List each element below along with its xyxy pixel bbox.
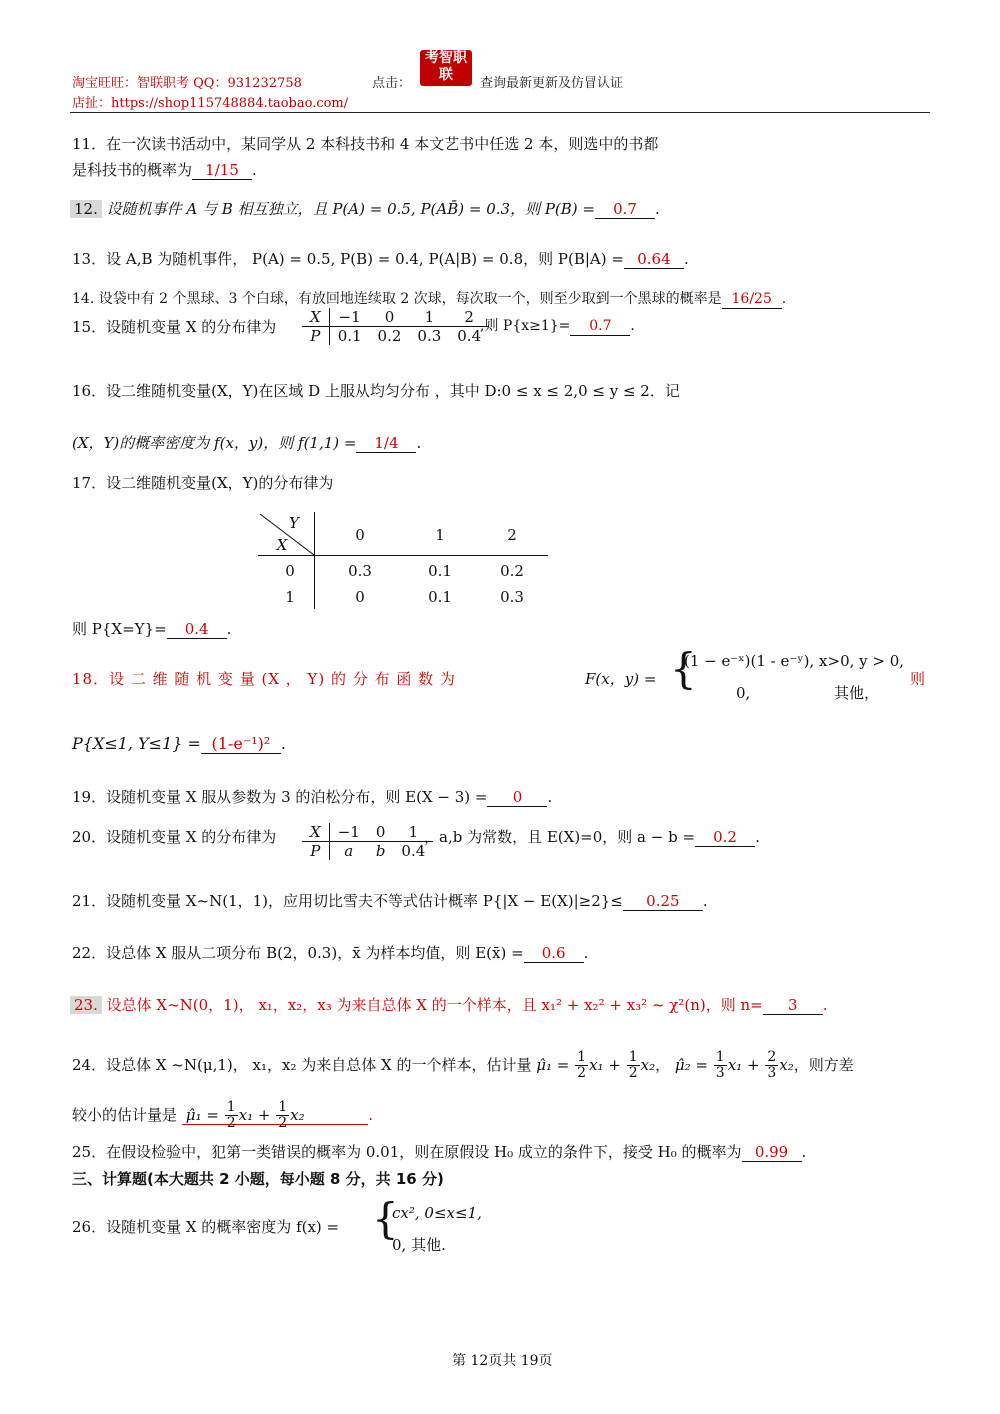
header-divider xyxy=(70,112,930,113)
q17-col-0: 0 xyxy=(355,526,365,544)
q18-line2-text: P{X≤1, Y≤1} = xyxy=(72,734,201,753)
q17-cell-1-2: 0.3 xyxy=(500,588,524,606)
q17-y-label: Y xyxy=(289,514,299,532)
q20-dist-table xyxy=(302,823,433,860)
q18-case2-val: 0, xyxy=(736,684,751,702)
q24-answer-frac-a: $\frac{1}{2}$ xyxy=(226,1099,236,1132)
brand-logo[interactable]: 考智职联 xyxy=(420,50,472,86)
q11-answer: 1/15 xyxy=(192,161,252,180)
q13-answer: 0.64 xyxy=(624,250,684,269)
q24-frac-b: $\frac{1}{2}$ xyxy=(628,1049,638,1082)
q24-tail: ，则方差 xyxy=(793,1055,854,1074)
q11-line1: 11．在一次读书活动中，某同学从 2 本科技书和 4 本文艺书中任选 2 本，则选中的书都 xyxy=(72,135,659,153)
q23-number: 23. xyxy=(70,996,102,1014)
q24-est2: μ̂₂ = xyxy=(674,1055,708,1074)
q13: 13．设 A,B 为随机事件， P(A) = 0.5, P(B) = 0.4, P(A|B) = 0.8，则 P(B|A) = 0.64 . xyxy=(72,250,689,268)
q18-then: 则 xyxy=(910,670,926,688)
q17-answer: 0.4 xyxy=(167,620,227,639)
q24-answer-plus: + xyxy=(257,1105,271,1124)
q25: 25．在假设检验中，犯第一类错误的概率为 0.01，则在原假设 H₀ 成立的条件下，接受 H₀ 的概率为 0.99 . xyxy=(72,1143,807,1161)
q11-line2: 是科技书的概率为 1/15 . xyxy=(72,161,257,179)
q23: 23. 设总体 X~N(0，1)， x₁，x₂，x₃ 为来自总体 X 的一个样本，且 x₁² + x₂² + x₃² ~ χ²(n)，则 n= 3 . xyxy=(70,996,828,1015)
q24-x1-a: x₁ xyxy=(589,1055,604,1074)
q16-text: (X，Y)的概率密度为 f(x，y)，则 f(1,1) = xyxy=(72,434,357,452)
q20-p-0: a xyxy=(344,842,354,860)
q15-x-label: X xyxy=(302,308,329,327)
q24-text-b: 较小的估计量是 xyxy=(72,1105,178,1124)
q17-cell-0-0: 0.3 xyxy=(348,562,372,580)
q15-tail-text: ,则 P{x≥1}= xyxy=(480,318,571,334)
q22-answer: 0.6 xyxy=(524,944,584,963)
q16-line2: (X，Y)的概率密度为 f(x，y)，则 f(1,1) = 1/4 . xyxy=(72,434,422,452)
q20-tail: ，a,b 为常数，且 E(X)=0，则 a − b = 0.2 . xyxy=(424,828,760,846)
q18-text: 18．设 二 维 随 机 变 量 (X ， Y) 的 分 布 函 数 为 xyxy=(72,670,456,688)
q14-answer: 16/25 xyxy=(722,291,782,309)
q15-x-0: −1 xyxy=(329,308,369,327)
q14: 14. 设袋中有 2 个黑球、3 个白球，有放回地连续取 2 次球，每次取一个，则至少取到一个黑球的概率是 16/25 . xyxy=(72,291,787,307)
q26-case1: cx², 0≤x≤1, xyxy=(392,1204,482,1222)
page-number: 第 12页共 19页 xyxy=(452,1353,553,1369)
q15-p-0: 0.1 xyxy=(337,327,362,345)
q17-row-0-label: 0 xyxy=(285,562,295,580)
q24-x1-b: x₁ xyxy=(727,1055,743,1074)
q24-est1: μ̂₁ = xyxy=(536,1055,570,1074)
q15-p-2: 0.3 xyxy=(417,327,442,345)
q18-answer: (1-e⁻¹)² xyxy=(201,734,281,754)
q20-p-1: b xyxy=(375,842,386,860)
q18-func: F(x，y) = xyxy=(585,670,657,688)
q11-text: 是科技书的概率为 xyxy=(72,161,193,179)
q22: 22．设总体 X 服从二项分布 B(2，0.3)，x̄ 为样本均值，则 E(x̄) = 0.6 . xyxy=(72,944,589,962)
q17-tail: 则 P{X=Y}= 0.4 . xyxy=(72,620,232,638)
q19: 19．设随机变量 X 服从参数为 3 的泊松分布，则 E(X − 3) = 0 . xyxy=(72,788,553,806)
q15-answer: 0.7 xyxy=(570,318,630,336)
q15-dist-table xyxy=(302,308,489,345)
q24-plus-a: + xyxy=(608,1055,621,1074)
q17-hline xyxy=(258,555,548,556)
q20-x-2: 1 xyxy=(393,823,433,842)
q15-p-1: 0.2 xyxy=(377,327,402,345)
q15-p-3: 0.4 xyxy=(457,327,482,345)
q16-answer: 1/4 xyxy=(356,434,416,453)
q25-text: 25．在假设检验中，犯第一类错误的概率为 0.01，则在原假设 H₀ 成立的条件下，接受 H₀ 的概率为 xyxy=(72,1143,742,1161)
q22-text: 22．设总体 X 服从二项分布 B(2，0.3)，x̄ 为样本均值，则 E(x̄) = xyxy=(72,944,524,962)
q17-cell-0-1: 0.1 xyxy=(428,562,452,580)
q17-x-label: X xyxy=(276,536,288,554)
q18-case2-cond: 其他， xyxy=(834,684,880,702)
header-shop-url[interactable]: 店扯：https://shop115748884.taobao.com/ xyxy=(72,96,349,111)
q17-tail-text: 则 P{X=Y}= xyxy=(72,620,167,638)
q24-plus-b: + xyxy=(746,1055,760,1074)
header-click-label: 点击： xyxy=(372,76,412,91)
q20-p-label: P xyxy=(302,842,329,861)
q24-frac-c: $\frac{1}{3}$ xyxy=(715,1049,725,1082)
q17-joint-table xyxy=(258,512,558,612)
q20-answer: 0.2 xyxy=(695,828,755,847)
q24-frac-d: $\frac{2}{3}$ xyxy=(767,1049,777,1082)
q24-text: 24．设总体 X ~N(μ,1)， x₁，x₂ 为来自总体 X 的一个样本，估计量 xyxy=(72,1055,532,1074)
header-shop-info: 淘宝旺旺：智联职考 QQ：931232758 xyxy=(72,76,302,91)
q21: 21．设随机变量 X~N(1，1)，应用切比雪夫不等式估计概率 P{|X − E(X)|≥2}≤ 0.25 . xyxy=(72,892,708,910)
q26-case2: 0, 其他. xyxy=(392,1236,446,1254)
q20-tail-text: ，a,b 为常数，且 E(X)=0，则 a − b = xyxy=(424,828,696,846)
q15-text: 15．设随机变量 X 的分布律为 xyxy=(72,318,277,336)
q24-line2: 较小的估计量是 μ̂₁ = $\frac{1}{2}$ x₁ + $\frac{1}{2}$ x₂ . xyxy=(72,1099,373,1132)
q20-x-label: X xyxy=(302,823,329,842)
q18-case1: (1 − e⁻ˣ)(1 - e⁻ʸ), x>0, y > 0, xyxy=(684,652,905,670)
q16-line1: 16．设二维随机变量(X，Y)在区域 D 上服从均匀分布 ，其中 D:0 ≤ x ≤ 2,0 ≤ y ≤ 2．记 xyxy=(72,382,680,400)
q24-answer-frac-b: $\frac{1}{2}$ xyxy=(278,1099,288,1132)
q24-x2-b: x₂ xyxy=(779,1055,794,1074)
q26-text: 26．设随机变量 X 的概率密度为 f(x) = xyxy=(72,1218,340,1236)
q20-x-0: −1 xyxy=(329,823,368,842)
q21-text: 21．设随机变量 X~N(1，1)，应用切比雪夫不等式估计概率 P{|X − E(X)|≥2}≤ xyxy=(72,892,623,910)
q17-col-1: 1 xyxy=(435,526,445,544)
q26-brace: { xyxy=(372,1194,399,1243)
section-3-heading: 三、计算题(本大题共 2 小题，每小题 8 分，共 16 分) xyxy=(72,1170,444,1188)
q15-tail: ,则 P{x≥1}= 0.7 . xyxy=(480,318,635,334)
q15-x-2: 1 xyxy=(409,308,449,327)
q13-text: 13．设 A,B 为随机事件， P(A) = 0.5, P(B) = 0.4, P(A|B) = 0.8，则 P(B|A) = xyxy=(72,250,624,268)
q15-x-1: 0 xyxy=(370,308,410,327)
q17-cell-1-1: 0.1 xyxy=(428,588,452,606)
q14-text: 14. 设袋中有 2 个黑球、3 个白球，有放回地连续取 2 次球，每次取一个，则至少取到一个黑球的概率是 xyxy=(72,291,722,307)
q17-vline xyxy=(314,512,315,609)
q25-answer: 0.99 xyxy=(742,1143,802,1162)
q19-text: 19．设随机变量 X 服从参数为 3 的泊松分布，则 E(X − 3) = xyxy=(72,788,488,806)
q12-text: 设随机事件 A 与 B 相互独立，且 P(A) = 0.5, P(AB̄) = 0.3，则 P(B) = xyxy=(106,200,595,218)
q15-p-label: P xyxy=(302,327,329,346)
q24-answer-x2: x₂ xyxy=(290,1105,305,1124)
q19-answer: 0 xyxy=(487,788,547,807)
q20-p-2: 0.4 xyxy=(401,842,426,860)
q24-frac-a: $\frac{1}{2}$ xyxy=(577,1049,587,1082)
q17-col-2: 2 xyxy=(507,526,517,544)
q24-line1: 24．设总体 X ~N(μ,1)， x₁，x₂ 为来自总体 X 的一个样本，估计量 μ̂₁ = $\frac{1}{2}$ x₁ + $\frac{1}{2}$ x₂， μ̂₂ = $\frac{1}{3}$ x₁ + $\frac{2}{3}$ x₂，则方差 xyxy=(72,1049,854,1082)
q12-number: 12. xyxy=(70,200,102,218)
q17-cell-1-0: 0 xyxy=(355,588,365,606)
q12-answer: 0.7 xyxy=(595,200,655,219)
q18-line2: P{X≤1, Y≤1} = (1-e⁻¹)² . xyxy=(72,734,287,753)
header-verify-link[interactable]: 查询最新更新及仿冒认证 xyxy=(480,76,624,91)
q15-x-3: 2 xyxy=(449,308,489,327)
q12: 12. 设随机事件 A 与 B 相互独立，且 P(A) = 0.5, P(AB̄) = 0.3，则 P(B) = 0.7 . xyxy=(70,200,660,219)
q24-x2-a: x₂ xyxy=(640,1055,656,1074)
q24-answer-est: μ̂₁ = xyxy=(185,1105,219,1124)
q20-text: 20．设随机变量 X 的分布律为 xyxy=(72,828,277,846)
q17-cell-0-2: 0.2 xyxy=(500,562,524,580)
q24-answer-x1: x₁ xyxy=(238,1105,254,1124)
q21-answer: 0.25 xyxy=(623,892,703,911)
q17-text: 17．设二维随机变量(X，Y)的分布律为 xyxy=(72,474,334,492)
q23-text: 设总体 X~N(0，1)， x₁，x₂，x₃ 为来自总体 X 的一个样本，且 x₁² + x₂² + x₃² ~ χ²(n)，则 n= xyxy=(106,996,763,1014)
q17-row-1-label: 1 xyxy=(285,588,295,606)
q18-brace: { xyxy=(670,644,697,693)
q23-answer: 3 xyxy=(763,996,823,1015)
q20-x-1: 0 xyxy=(368,823,394,842)
